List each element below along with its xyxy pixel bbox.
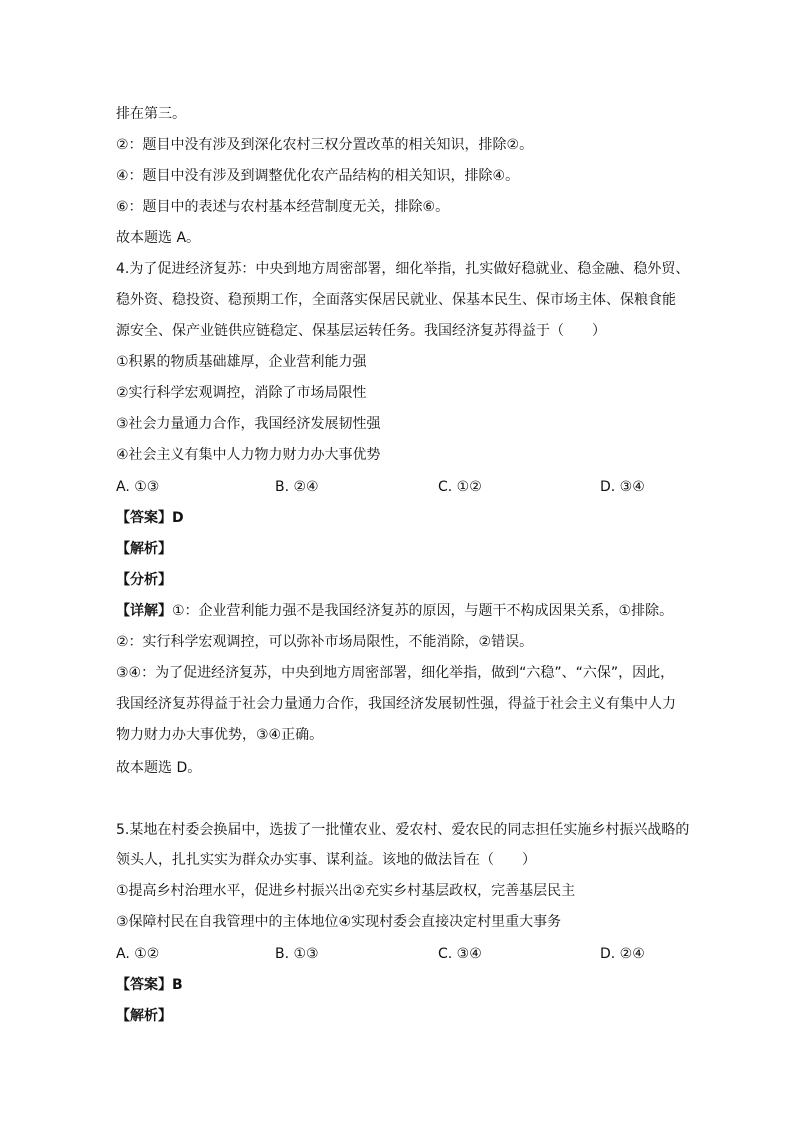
q4-option-b: B. ②④ [275, 479, 319, 495]
q4-statement-2: ②实行科学宏观调控，消除了市场局限性 [116, 385, 367, 401]
q4-detail-label: 【详解】 [116, 603, 172, 619]
q4-statement-1: ①积累的物质基础雄厚，企业营利能力强 [116, 354, 367, 370]
q4-option-d: D. ③④ [600, 479, 645, 495]
q4-detail-text-1: ①：企业营利能力强不是我国经济复苏的原因，与题干不构成因果关系，①排除。 [172, 603, 674, 619]
prev-line-3: ④：题目中没有涉及到调整优化农产品结构的相关知识，排除④。 [116, 168, 520, 184]
q4-detail-line-5: 物力财力办大事优势，③④正确。 [116, 727, 324, 743]
q4-statement-3: ③社会力量通力合作，我国经济发展韧性强 [116, 416, 381, 432]
q4-jiexi-label: 【解析】 [116, 541, 172, 557]
q4-option-a: A. ①③ [116, 479, 160, 495]
q4-detail-line-1 [116, 601, 673, 621]
prev-conclusion: 故本题选 A。 [116, 230, 201, 246]
q4-conclusion: 故本题选 D。 [116, 760, 202, 776]
q5-statement-line-1: ①提高乡村治理水平，促进乡村振兴出②充实乡村基层政权，完善基层民主 [116, 883, 576, 899]
q5-answer: 【答案】B [116, 977, 183, 993]
q4-detail-line-2: ②：实行科学宏观调控，可以弥补市场局限性，不能消除，②错误。 [116, 634, 534, 650]
q4-option-c: C. ①② [438, 479, 482, 495]
q4-answer: 【答案】D [116, 510, 184, 526]
q5-option-d: D. ②④ [600, 946, 645, 962]
q4-statement-4: ④社会主义有集中人力物力财力办大事优势 [116, 447, 381, 463]
q5-option-b: B. ①③ [275, 946, 319, 962]
q5-jiexi-label: 【解析】 [116, 1008, 172, 1024]
q5-statement-line-2: ③保障村民在自我管理中的主体地位④实现村委会直接决定村里重大事务 [116, 914, 562, 930]
q4-detail-line-3: ③④：为了促进经济复苏，中央到地方周密部署，细化举指，做到“六稳”、“六保”，因此， [116, 665, 675, 681]
q4-stem-line-1: 4.为了促进经济复苏：中央到地方周密部署，细化举指，扎实做好稳就业、稳金融、稳外贸、 [116, 261, 690, 277]
prev-line-4: ⑥：题目中的表述与农村基本经营制度无关，排除⑥。 [116, 199, 450, 215]
q4-stem-line-3: 源安全、保产业链供应链稳定、保基层运转任务。我国经济复苏得益于（ ） [116, 323, 606, 339]
q5-option-c: C. ③④ [438, 946, 482, 962]
q5-option-a: A. ①② [116, 946, 160, 962]
q4-fenxi-label: 【分析】 [116, 572, 172, 588]
q5-stem-line-1: 5.某地在村委会换届中，选拔了一批懂农业、爱农村、爱农民的同志担任实施乡村振兴战略的 [116, 822, 690, 838]
prev-line-2: ②：题目中没有涉及到深化农村三权分置改革的相关知识，排除②。 [116, 137, 534, 153]
q4-detail-line-4: 我国经济复苏得益于社会力量通力合作，我国经济发展韧性强，得益于社会主义有集中人力 [116, 696, 676, 712]
q5-stem-line-2: 领头人，扎扎实实为群众办实事、谋利益。该地的做法旨在（ ） [116, 852, 536, 868]
prev-line-1: 排在第三。 [116, 106, 186, 122]
q4-stem-line-2: 稳外资、稳投资、稳预期工作，全面落实保居民就业、保基本民生、保市场主体、保粮食能 [116, 292, 676, 308]
